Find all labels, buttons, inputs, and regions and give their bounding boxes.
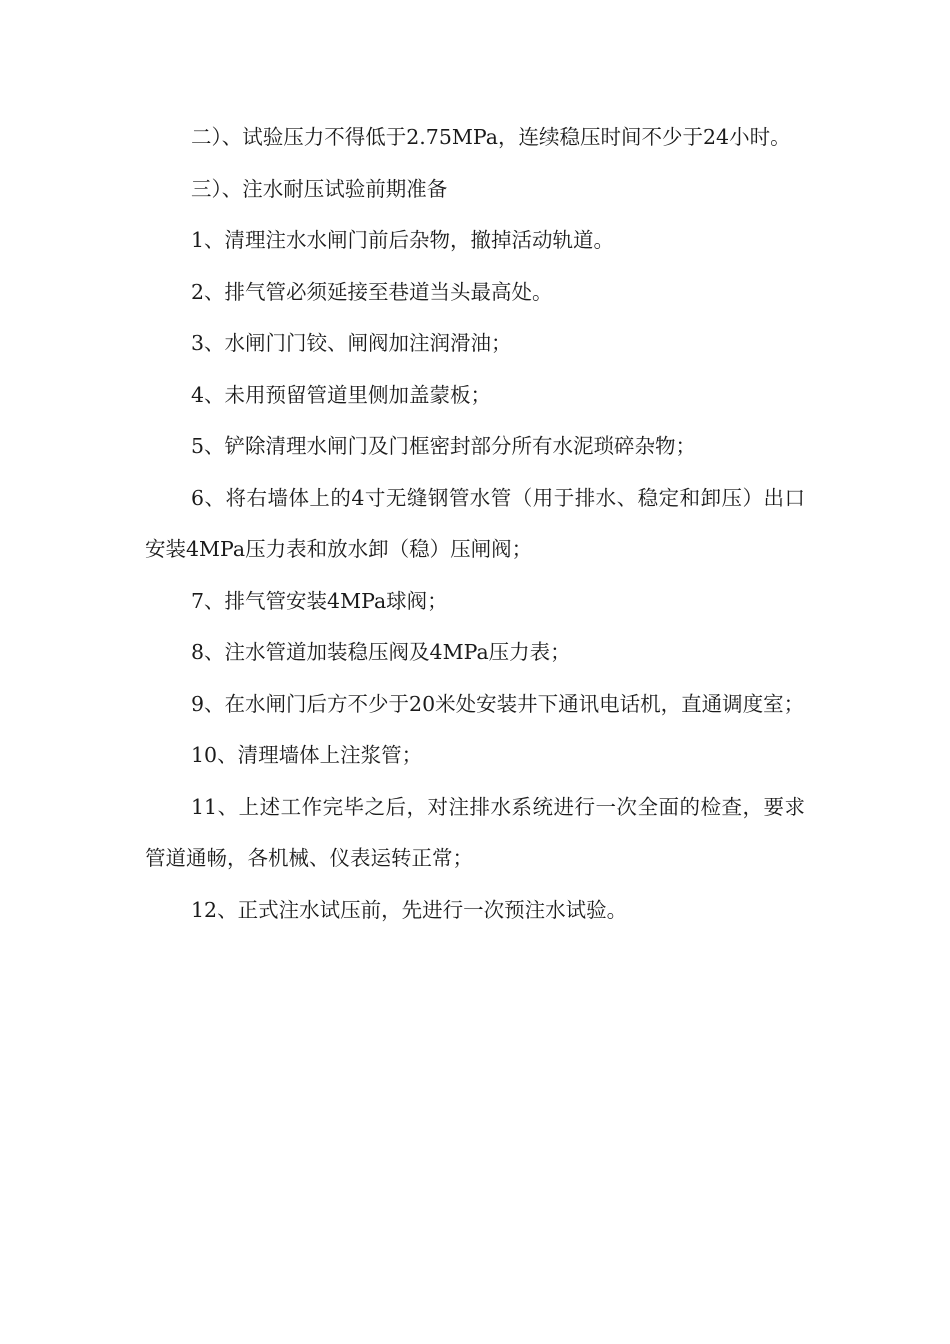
list-item: 6、将右墙体上的4寸无缝钢管水管（用于排水、稳定和卸压）出口安装4MPa压力表和放水卸（稳）压闸阀； — [145, 485, 805, 561]
list-item: 2、排气管必须延接至巷道当头最高处。 — [191, 279, 553, 304]
list-item: 8、注水管道加装稳压阀及4MPa压力表； — [191, 640, 571, 664]
section-heading-preparation: 三）、注水耐压试验前期准备 — [191, 176, 448, 201]
list-item: 1、清理注水水闸门前后杂物，撤掉活动轨道。 — [191, 228, 615, 252]
list-item: 3、水闸门门铰、闸阀加注润滑油； — [191, 331, 512, 355]
section-pressure-requirement: 二）、试验压力不得低于2.75MPa，连续稳压时间不少于24小时。 — [191, 125, 791, 149]
list-item: 10、清理墙体上注浆管； — [191, 743, 423, 767]
list-item: 4、未用预留管道里侧加盖蒙板； — [191, 382, 492, 407]
list-item: 7、排气管安装4MPa球阀； — [191, 588, 448, 613]
list-item: 9、在水闸门后方不少于20米处安装井下通讯电话机，直通调度室； — [191, 691, 805, 716]
document-body — [145, 112, 805, 936]
list-item: 11、上述工作完毕之后，对注排水系统进行一次全面的检查，要求管道通畅，各机械、仪表运转正常； — [145, 794, 805, 870]
list-item: 12、正式注水试压前，先进行一次预注水试验。 — [191, 897, 628, 922]
list-item: 5、铲除清理水闸门及门框密封部分所有水泥琐碎杂物； — [191, 434, 697, 458]
